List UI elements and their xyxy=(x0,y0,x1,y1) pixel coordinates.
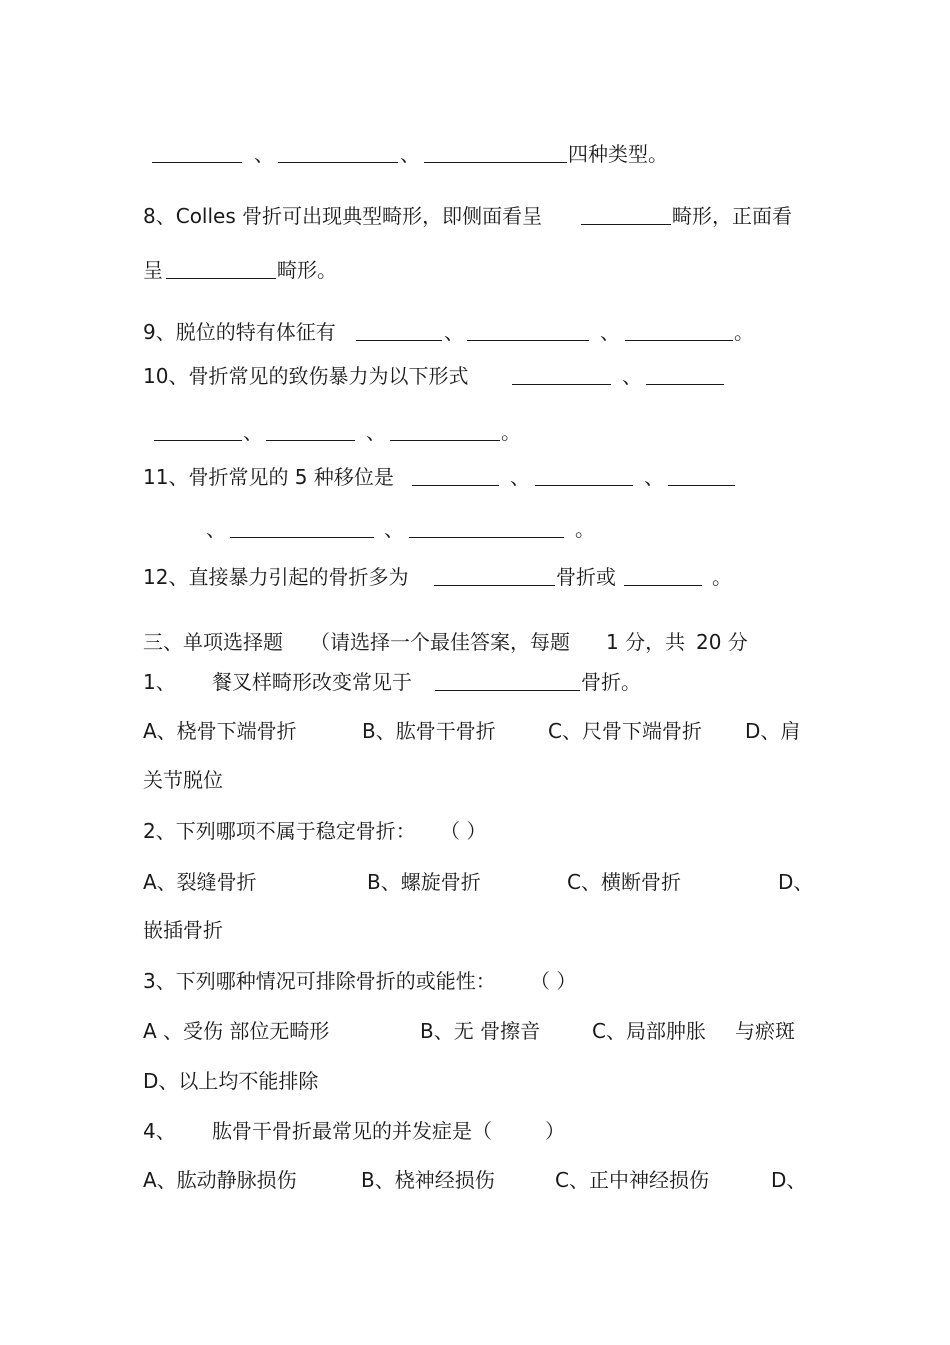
answer-blank[interactable] xyxy=(390,440,500,441)
answer-blank[interactable] xyxy=(152,162,242,163)
option-a[interactable]: A、肱动静脉损伤 xyxy=(143,1168,297,1192)
answer-blank[interactable] xyxy=(409,537,564,538)
separator: 、 xyxy=(206,517,226,541)
answer-parentheses[interactable]: ） xyxy=(545,1119,565,1143)
answer-blank[interactable] xyxy=(166,278,276,279)
question-text: 。 xyxy=(575,517,595,541)
separator: 、 xyxy=(366,420,386,444)
answer-blank[interactable] xyxy=(230,537,374,538)
option-d-continued: 关节脱位 xyxy=(143,768,223,792)
answer-parentheses[interactable]: （ ） xyxy=(440,819,487,843)
question-text: 肱骨干骨折最常见的并发症是（ xyxy=(212,1119,492,1143)
separator: 、 xyxy=(510,465,530,489)
option-c[interactable]: C、尺骨下端骨折 xyxy=(548,719,702,743)
answer-blank[interactable] xyxy=(154,440,242,441)
separator: 、 xyxy=(254,142,274,166)
section-title: 三、单项选择题 xyxy=(143,630,283,654)
question-text: 8、Colles 骨折可出现典型畸形，即侧面看呈 xyxy=(143,204,543,228)
question-text: 骨折。 xyxy=(581,670,641,694)
option-c[interactable]: C、局部肿胀 xyxy=(592,1019,706,1043)
separator: 、 xyxy=(384,517,404,541)
question-text: 10、骨折常见的致伤暴力为以下形式 xyxy=(143,364,469,388)
separator: 、 xyxy=(644,465,664,489)
option-b[interactable]: B、螺旋骨折 xyxy=(367,870,481,894)
answer-blank[interactable] xyxy=(646,384,724,385)
question-text: 3、下列哪种情况可排除骨折的或能性： xyxy=(143,969,496,993)
separator: 、 xyxy=(622,364,642,388)
question-text: 。 xyxy=(734,320,754,344)
answer-blank[interactable] xyxy=(356,340,442,341)
option-d[interactable]: D、肩 xyxy=(745,719,801,743)
answer-parentheses[interactable]: （ ） xyxy=(530,969,577,993)
question-number: 1、 xyxy=(143,670,176,694)
question-number: 4、 xyxy=(143,1119,176,1143)
answer-blank[interactable] xyxy=(581,224,671,225)
separator: 、 xyxy=(243,420,263,444)
separator: 、 xyxy=(444,320,464,344)
answer-blank[interactable] xyxy=(535,485,633,486)
answer-blank[interactable] xyxy=(668,485,735,486)
answer-blank[interactable] xyxy=(266,440,355,441)
option-c-continued: 与瘀斑 xyxy=(735,1019,795,1043)
question-text: 12、直接暴力引起的骨折多为 xyxy=(143,565,409,589)
option-a[interactable]: A、桡骨下端骨折 xyxy=(143,719,297,743)
separator: 、 xyxy=(400,142,420,166)
answer-blank[interactable] xyxy=(412,485,499,486)
option-d-continued: 嵌插骨折 xyxy=(143,918,223,942)
option-d[interactable]: D、 xyxy=(771,1168,807,1192)
option-b[interactable]: B、桡神经损伤 xyxy=(361,1168,495,1192)
option-a[interactable]: A、裂缝骨折 xyxy=(143,870,257,894)
section-note: （请选择一个最佳答案，每题 xyxy=(310,630,570,654)
option-c[interactable]: C、正中神经损伤 xyxy=(555,1168,709,1192)
answer-blank[interactable] xyxy=(278,162,398,163)
option-a[interactable]: A 、受伤 部位无畸形 xyxy=(143,1019,330,1043)
question-text: 畸形。 xyxy=(277,258,337,282)
question-text: 畸形，正面看 xyxy=(672,204,792,228)
question-text: 2、下列哪项不属于稳定骨折： xyxy=(143,819,416,843)
answer-blank[interactable] xyxy=(467,340,589,341)
question-text: 。 xyxy=(712,565,732,589)
question-text: 骨折或 xyxy=(556,565,616,589)
question-text: 四种类型。 xyxy=(568,142,668,166)
answer-blank[interactable] xyxy=(434,585,555,586)
section-note: 1 分，共 xyxy=(606,630,686,654)
option-d[interactable]: D、 xyxy=(778,870,814,894)
question-text: 。 xyxy=(501,420,521,444)
question-text: 餐叉样畸形改变常见于 xyxy=(212,670,412,694)
section-note: 20 分 xyxy=(696,630,748,654)
option-c[interactable]: C、横断骨折 xyxy=(567,870,681,894)
separator: 、 xyxy=(600,320,620,344)
question-text: 11、骨折常见的 5 种移位是 xyxy=(143,465,394,489)
option-d[interactable]: D、以上均不能排除 xyxy=(143,1069,319,1093)
option-b[interactable]: B、肱骨干骨折 xyxy=(362,719,496,743)
answer-blank[interactable] xyxy=(625,340,733,341)
question-text: 9、脱位的特有体征有 xyxy=(143,320,336,344)
answer-blank[interactable] xyxy=(424,162,567,163)
answer-blank[interactable] xyxy=(624,585,702,586)
answer-blank[interactable] xyxy=(512,384,611,385)
option-b[interactable]: B、无 骨擦音 xyxy=(420,1019,541,1043)
question-text: 呈 xyxy=(143,258,163,282)
answer-blank[interactable] xyxy=(435,690,580,691)
